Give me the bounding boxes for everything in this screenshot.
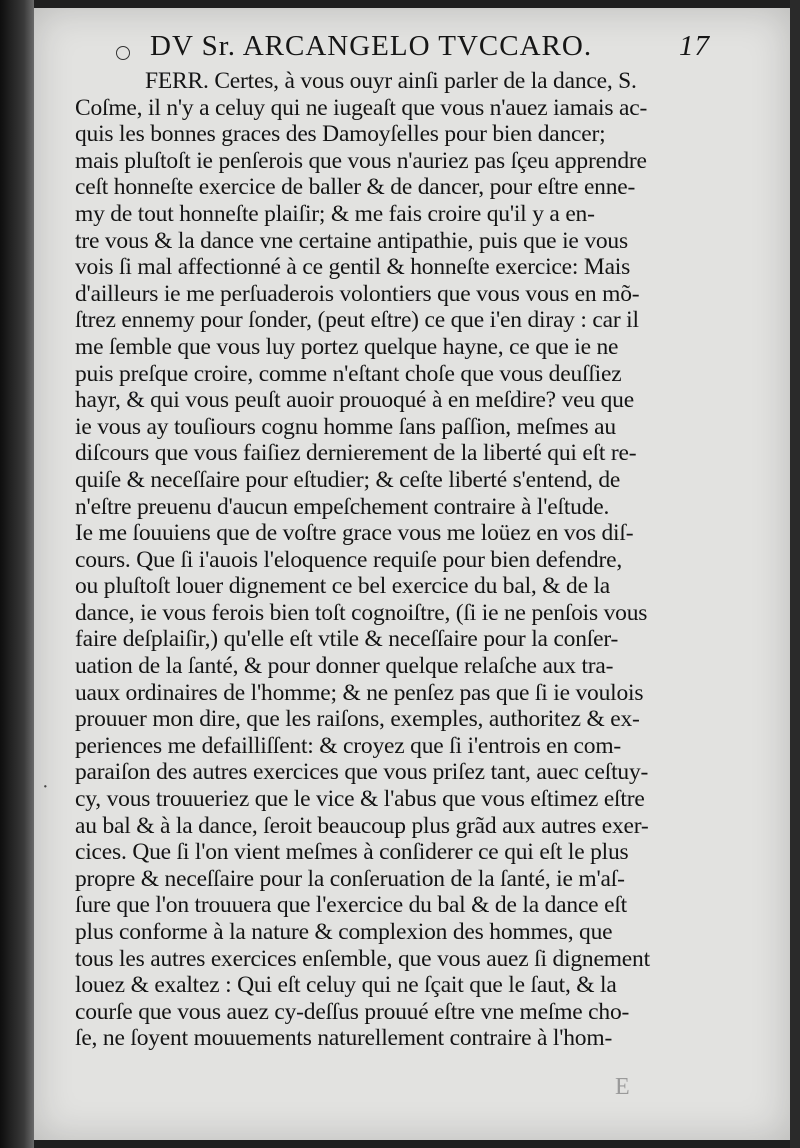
text-line: diſcours que vous faiſiez dernierement de la liberté qui eſt re- [75,440,637,467]
text-line: Ie me ſouuiens que de voſtre grace vous me loüez en vos diſ- [75,520,634,547]
running-head: DV Sr. ARCANGELO TVCCARO. [150,30,593,62]
text-line: Coſme, il n'y a celuy qui ne iugeaſt que vous n'auez iamais ac- [75,94,648,121]
ornament-circle-icon [116,46,130,60]
text-line: ceſt honneſte exercice de baller & de dancer, pour eſtre enne- [75,174,636,201]
text-line: uation de la ſanté, & pour donner quelque relaſche aux tra- [75,653,614,680]
text-line: cours. Que ſi i'auois l'eloquence requiſe pour bien defendre, [75,546,623,573]
text-line: courſe que vous auez cy-deſſus prouué eſtre vne meſme cho- [75,998,630,1025]
text-line: louez & exaltez : Qui eſt celuy qui ne ſçait que le ſaut, & la [75,972,617,999]
text-line: plus conforme à la nature & complexion des hommes, que [75,919,613,945]
text-line: propre & neceſſaire pour la conſeruation de la ſanté, ie m'aſ- [75,865,625,892]
text-line: uaux ordinaires de l'homme; & ne penſez pas que ſi ie voulois [75,679,644,706]
text-line: ſure que l'on trouuera que l'exercice du bal & de la dance eſt [75,892,627,919]
text-line: d'ailleurs ie me perſuaderois volontiers que vous vous en mõ- [75,280,640,307]
page-number: 17 [679,30,710,62]
text-line: dance, ie vous ferois bien toſt cognoiſtre, (ſi ie ne penſois vous [75,599,648,626]
text-line: faire deſplaiſir,) qu'elle eſt vtile & neceſſaire pour la conſer- [75,626,619,653]
page-right-edge [790,0,800,1148]
text-line: me ſemble que vous luy portez quelque hayne, ce que ie ne [75,333,619,360]
text-line: ſe, ne ſoyent mouuements naturellement contraire à l'hom- [75,1025,613,1052]
text-line: prouuer mon dire, que les raiſons, exemples, authoritez & ex- [75,706,640,733]
body-text [75,68,725,1052]
text-line: cy, vous trouueriez que le vice & l'abus que vous eſtimez eſtre [75,786,645,813]
text-line: ou pluſtoſt louer dignement ce bel exercice du bal, & de la [75,573,611,600]
text-line: quiſe & neceſſaire pour eſtudier; & ceſte liberté s'entend, de [75,466,621,493]
text-line: mais pluſtoſt ie penſerois que vous n'auriez pas ſçeu apprendre [75,147,647,174]
text-line: puis preſque croire, comme n'eſtant choſe que vous deuſſiez [75,360,622,387]
text-line: quis les bonnes graces des Damoyſelles pour bien dancer; [75,121,606,148]
text-line: ie vous ay touſiours cognu homme ſans paſſion, meſmes au [75,413,616,440]
text-line: tre vous & la dance vne certaine antipathie, puis que ie vous [75,227,628,254]
text-line: periences me defailliſſent: & croyez que ſi i'entrois en com- [75,732,622,759]
text-line: paraiſon des autres exercices que vous priſez tant, auec ceſtuy- [75,759,649,786]
text-line: FERR. Certes, à vous ouyr ainſi parler de la dance, S. [145,68,637,94]
text-line: au bal & à la dance, ſeroit beaucoup plus grãd aux autres exer- [75,812,649,839]
text-line: tous les autres exercices enſemble, que vous auez ſi dignement [75,945,650,972]
text-line: n'eſtre preuenu d'aucun empeſchement contraire à l'eſtude. [75,493,610,520]
page-header [150,30,710,70]
text-line: cices. Que ſi l'on vient meſmes à conſiderer ce qui eſt le plus [75,839,629,866]
text-line: ſtrez ennemy pour ſonder, (peut eſtre) ce que i'en diray : car il [75,307,639,334]
text-line: hayr, & qui vous peuſt auoir prouoqué à en meſdire? veu que [75,387,634,414]
text-line: my de tout honneſte plaiſir; & me fais croire qu'il y a en- [75,200,595,227]
text-line: vois ſi mal affectionné à ce gentil & honneſte exercice: Mais [75,254,631,281]
margin-mark: · [42,776,49,798]
catchword: E [615,1074,630,1100]
page-gutter-shadow [0,0,34,1148]
